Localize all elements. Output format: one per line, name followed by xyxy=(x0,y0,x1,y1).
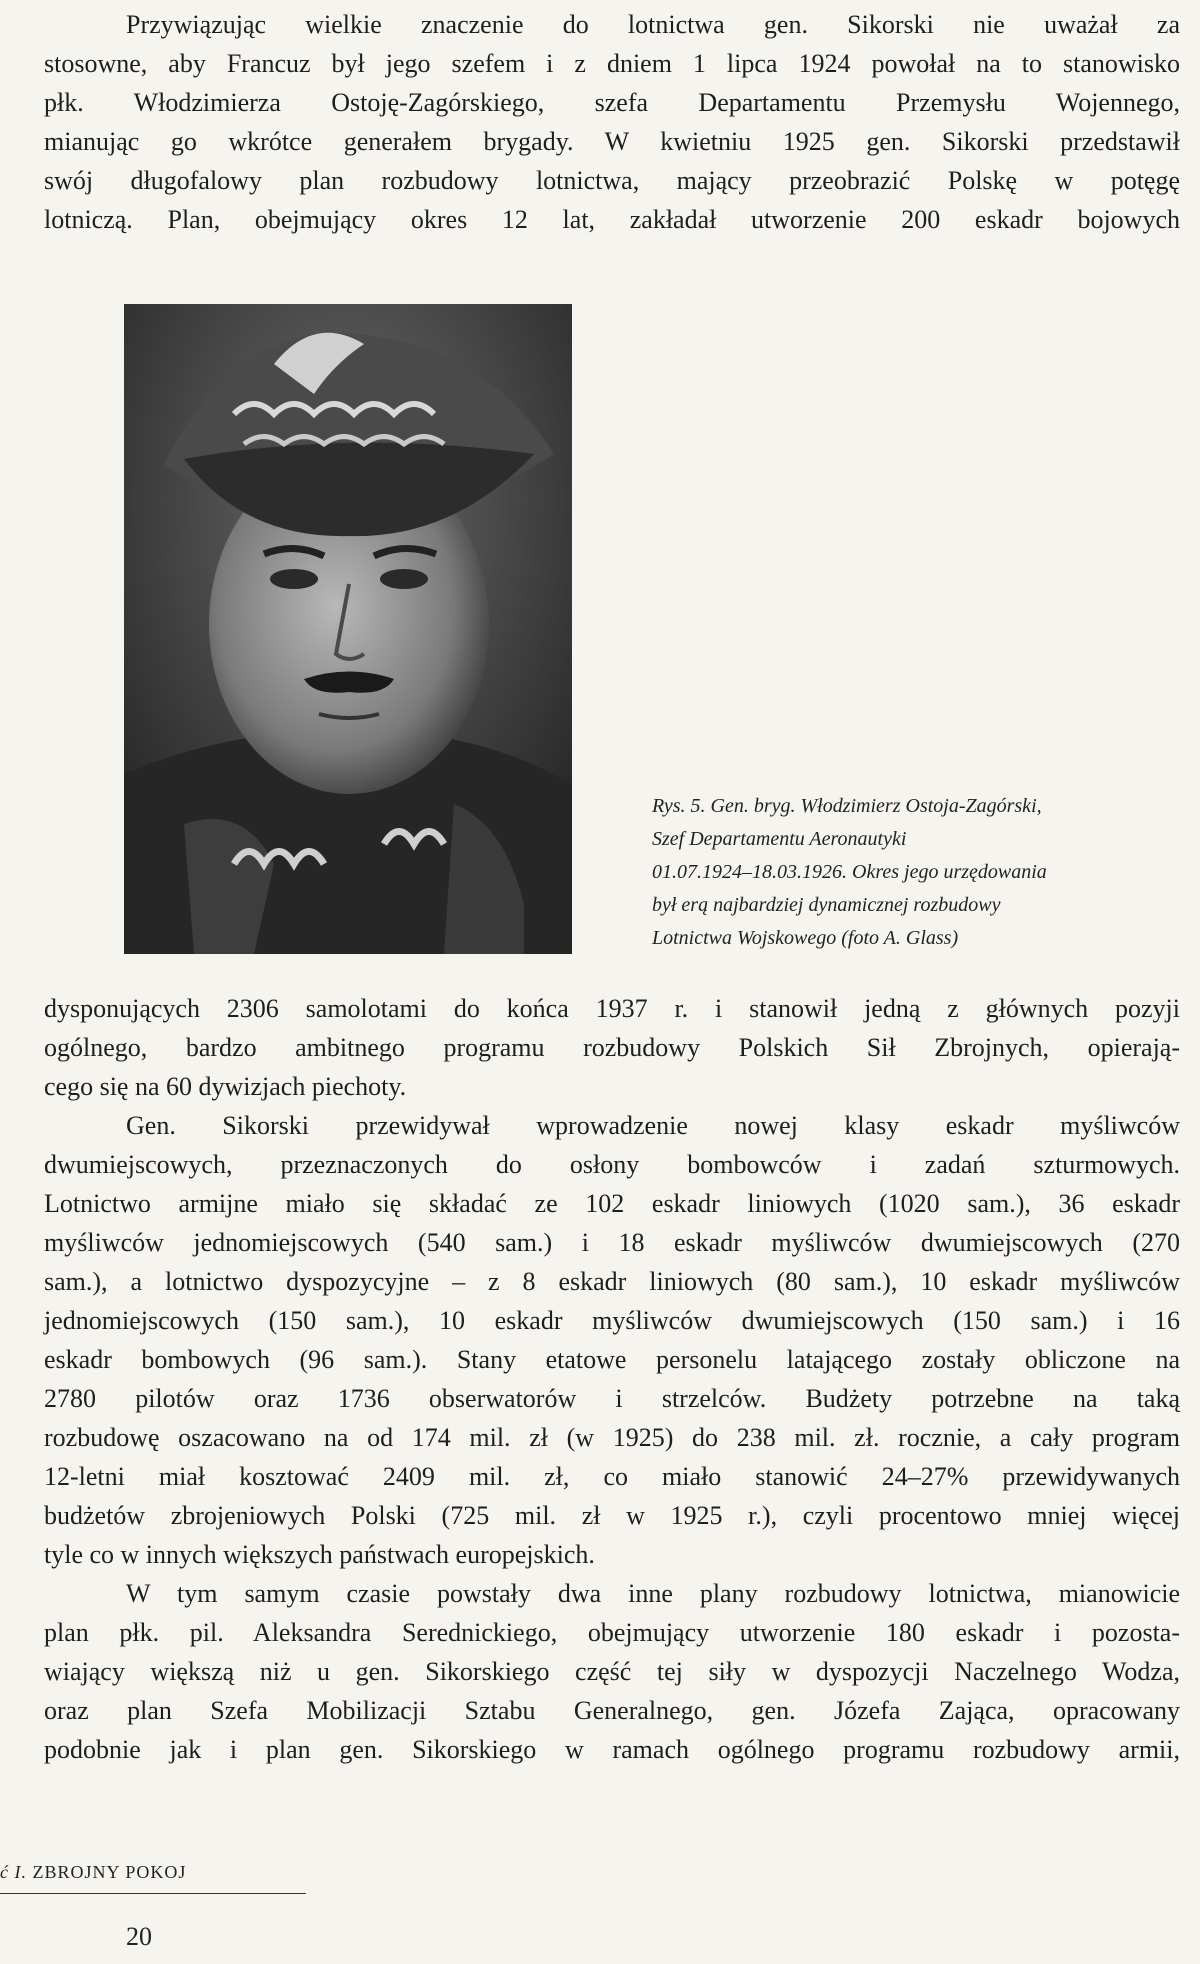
text-line: Przywiązując wielkie znaczenie do lotnictwa gen. Sikorski nie uważał za xyxy=(126,10,1180,39)
text-line: mianując go wkrótce generałem brygady. W kwietniu 1925 gen. Sikorski przedstawił xyxy=(44,127,1180,156)
section-title: ZBROJNY POKOJ xyxy=(32,1862,187,1882)
text-line: myśliwców jednomiejscowych (540 sam.) i 18 eskadr myśliwców dwumiejscowych (270 xyxy=(44,1228,1180,1257)
text-line: płk. Włodzimierza Ostoję-Zagórskiego, szefa Departamentu Przemysłu Wojennego, xyxy=(44,88,1180,117)
text-line: ogólnego, bardzo ambitnego programu rozbudowy Polskich Sił Zbrojnych, opierają- xyxy=(44,1033,1180,1062)
text-line: plan płk. pil. Aleksandra Serednickiego, obejmujący utworzenie 180 eskadr i pozosta- xyxy=(44,1618,1180,1647)
page-number: 20 xyxy=(126,1922,152,1951)
text-line: dwumiejscowych, przeznaczonych do osłony bombowców i zadań szturmowych. xyxy=(44,1150,1180,1179)
caption-line: był erą najbardziej dynamicznej rozbudowy xyxy=(652,894,1001,916)
text-line: jednomiejscowych (150 sam.), 10 eskadr myśliwców dwumiejscowych (150 sam.) i 16 xyxy=(44,1306,1180,1335)
text-line: W tym samym czasie powstały dwa inne plany rozbudowy lotnictwa, mianowicie xyxy=(126,1579,1180,1608)
text-line: stosowne, aby Francuz był jego szefem i z dniem 1 lipca 1924 powołał na to stanowisko xyxy=(44,49,1180,78)
section-prefix: ć I. xyxy=(0,1862,27,1882)
text-line: Lotnictwo armijne miało się składać ze 102 eskadr liniowych (1020 sam.), 36 eskadr xyxy=(44,1189,1180,1218)
text-line: budżetów zbrojeniowych Polski (725 mil. zł w 1925 r.), czyli procentowo mniej więcej xyxy=(44,1501,1180,1530)
portrait-image xyxy=(124,304,572,954)
text-line: wiający większą niż u gen. Sikorskiego część tej siły w dyspozycji Naczelnego Wodza, xyxy=(44,1657,1180,1686)
footer-rule xyxy=(0,1893,306,1894)
caption-line: Lotnictwa Wojskowego (foto A. Glass) xyxy=(652,927,959,949)
caption-line: Rys. 5. Gen. bryg. Włodzimierz Ostoja-Zagórski, xyxy=(652,795,1042,817)
text-line: podobnie jak i plan gen. Sikorskiego w ramach ogólnego programu rozbudowy armii, xyxy=(44,1735,1180,1764)
text-line: dysponujących 2306 samolotami do końca 1937 r. i stanowił jedną z głównych pozyji xyxy=(44,994,1180,1023)
text-line: cego się na 60 dywizjach piechoty. xyxy=(44,1072,407,1101)
text-line: lotniczą. Plan, obejmujący okres 12 lat, zakładał utworzenie 200 eskadr bojowych xyxy=(44,205,1180,234)
text-line: eskadr bombowych (96 sam.). Stany etatowe personelu latającego zostały obliczone na xyxy=(44,1345,1180,1374)
text-line: 2780 pilotów oraz 1736 obserwatorów i strzelców. Budżety potrzebne na taką xyxy=(44,1384,1180,1413)
caption-line: 01.07.1924–18.03.1926. Okres jego urzędowania xyxy=(652,861,1047,883)
running-footer xyxy=(0,1862,186,1883)
text-line: sam.), a lotnictwo dyspozycyjne – z 8 eskadr liniowych (80 sam.), 10 eskadr myśliwców xyxy=(44,1267,1180,1296)
caption-line: Szef Departamentu Aeronautyki xyxy=(652,828,907,850)
text-line: 12-letni miał kosztować 2409 mil. zł, co miało stanowić 24–27% przewidywanych xyxy=(44,1462,1180,1491)
text-line: tyle co w innych większych państwach europejskich. xyxy=(44,1540,595,1569)
portrait-photo xyxy=(124,304,572,954)
figure-caption xyxy=(652,790,1192,955)
text-line: Gen. Sikorski przewidywał wprowadzenie nowej klasy eskadr myśliwców xyxy=(126,1111,1180,1140)
text-line: rozbudowę oszacowano na od 174 mil. zł (w 1925) do 238 mil. zł. rocznie, a cały program xyxy=(44,1423,1180,1452)
text-line: swój długofalowy plan rozbudowy lotnictwa, mający przeobrazić Polskę w potęgę xyxy=(44,166,1180,195)
text-line: oraz plan Szefa Mobilizacji Sztabu Generalnego, gen. Józefa Zająca, opracowany xyxy=(44,1696,1180,1725)
